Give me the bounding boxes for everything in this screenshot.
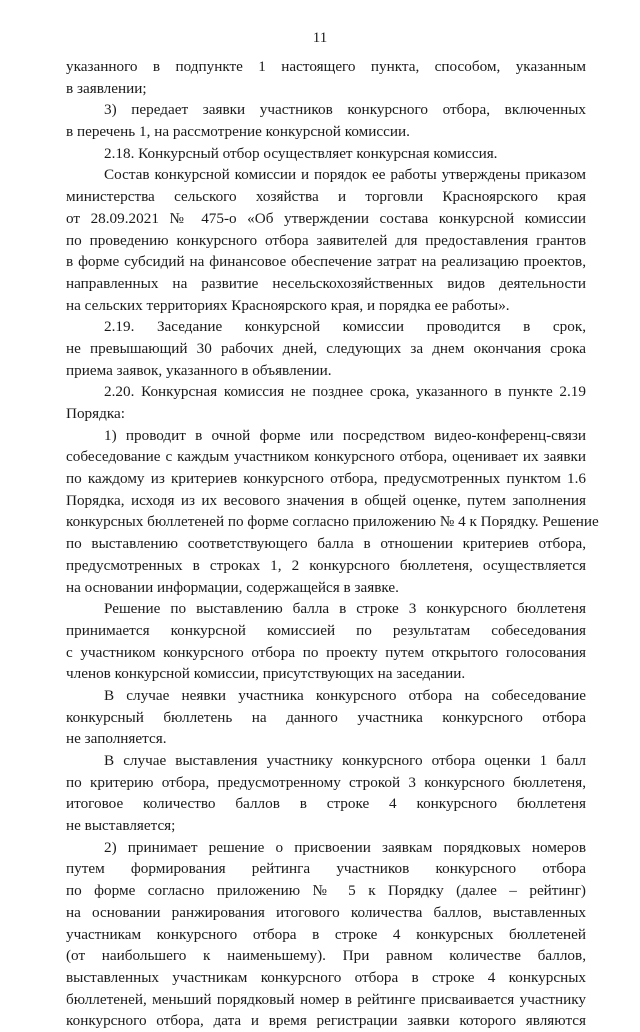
text-line: по форме согласно приложению № 5 к Порядку (далее – рейтинг): [66, 882, 586, 900]
text-line: на основании ранжирования итогового количества баллов, выставленных: [66, 903, 586, 921]
text-line: предусмотренных в строках 1, 2 конкурсного бюллетеня, осуществляется: [66, 556, 586, 574]
text-line: 1) проводит в очной форме или посредством видео-конференц-связи: [104, 426, 586, 444]
text-line: в заявлении;: [66, 79, 147, 97]
text-line: в форме субсидий на финансовое обеспечение затрат на реализацию проектов,: [66, 253, 586, 271]
text-line: Порядка, исходя из их весового значения в общей оценке, путем заполнения: [66, 491, 586, 509]
text-line: конкурсного отбора, дата и время регистрации заявки которого являются: [66, 1012, 586, 1030]
text-line: не заполняется.: [66, 730, 167, 748]
text-line: 2.19. Заседание конкурсной комиссии проводится в срок,: [104, 318, 586, 336]
page-number: 11: [312, 30, 328, 46]
text-line: 3) передает заявки участников конкурсного отбора, включенных: [104, 101, 586, 119]
text-line: по выставлению соответствующего балла в отношении критериев отбора,: [66, 535, 586, 553]
text-line: не выставляется;: [66, 817, 176, 835]
text-line: не превышающий 30 рабочих дней, следующих за днем окончания срока: [66, 339, 586, 357]
text-line: в перечень 1, на рассмотрение конкурсной комиссии.: [66, 123, 410, 141]
text-line: указанного в подпункте 1 настоящего пункта, способом, указанным: [66, 58, 586, 75]
text-line: 2.20. Конкурсная комиссия не позднее срока, указанного в пункте 2.19: [104, 383, 586, 401]
text-line: конкурсный бюллетень на данного участника конкурсного отбора: [66, 708, 586, 726]
text-line: на сельских территориях Красноярского края, и порядка ее работы».: [66, 296, 510, 314]
text-line: 2.18. Конкурсный отбор осуществляет конкурсная комиссия.: [104, 144, 498, 162]
text-line: (от наибольшего к наименьшему). При равном количестве баллов,: [66, 947, 586, 965]
text-line: собеседование с каждым участником конкурсного отбора, оценивает их заявки: [66, 448, 586, 466]
text-line: Состав конкурсной комиссии и порядок ее работы утверждены приказом: [104, 166, 586, 184]
text-line: путем формирования рейтинга участников конкурсного отбора: [66, 860, 586, 878]
text-line: бюллетеней, меньший порядковый номер в рейтинге присваивается участнику: [66, 990, 586, 1008]
text-line: направленных на развитие несельскохозяйственных видов деятельности: [66, 274, 586, 292]
text-line: по каждому из критериев конкурсного отбора, предусмотренных пунктом 1.6: [66, 470, 586, 488]
text-line: Решение по выставлению балла в строке 3 конкурсного бюллетеня: [104, 600, 586, 618]
text-line: конкурсных бюллетеней по форме согласно приложению № 4 к Порядку. Решение: [66, 513, 599, 531]
text-line: по проведению конкурсного отбора заявителей для предоставления грантов: [66, 231, 586, 249]
text-line: принимается конкурсной комиссией по результатам собеседования: [66, 621, 586, 639]
text-line: министерства сельского хозяйства и торговли Красноярского края: [66, 188, 586, 206]
text-line: по критерию отбора, предусмотренному строкой 3 конкурсного бюллетеня,: [66, 773, 586, 791]
document-body: [66, 56, 599, 1032]
text-line: выставленных участникам конкурсного отбора в строке 4 конкурсных: [66, 968, 586, 986]
text-line: Порядка:: [66, 405, 125, 422]
text-line: на основании информации, содержащейся в заявке.: [66, 578, 399, 596]
text-line: членов конкурсной комиссии, присутствующих на заседании.: [66, 665, 466, 683]
text-line: участникам конкурсного отбора в строке 4 конкурсных бюллетеней: [66, 925, 586, 943]
text-line: 2) принимает решение о присвоении заявкам порядковых номеров: [104, 838, 586, 856]
text-line: с участником конкурсного отбора по проекту путем открытого голосования: [66, 643, 586, 661]
text-line: В случае выставления участнику конкурсного отбора оценки 1 балл: [104, 752, 586, 769]
text-line: приема заявок, указанного в объявлении.: [66, 361, 332, 379]
text-line: итоговое количество баллов в строке 4 конкурсного бюллетеня: [66, 795, 586, 813]
text-line: от 28.09.2021 № 475-о «Об утверждении состава конкурсной комиссии: [66, 209, 586, 227]
text-line: В случае неявки участника конкурсного отбора на собеседование: [104, 686, 586, 704]
